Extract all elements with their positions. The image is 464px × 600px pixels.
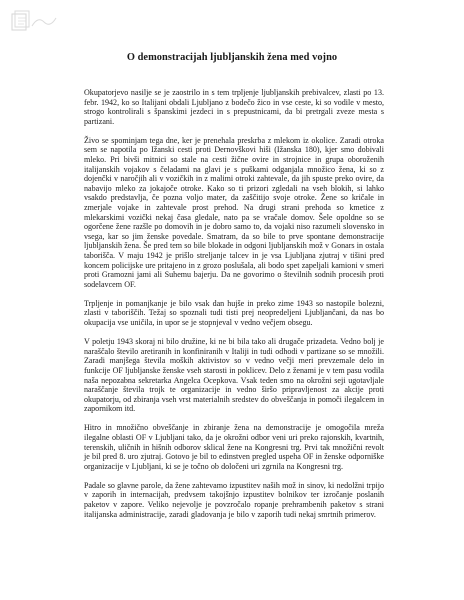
document-title: O demonstracijah ljubljanskih žena med vojno <box>126 52 338 63</box>
paragraph-4: V poletju 1943 skoraj ni bilo družine, ki ne bi bila tako ali drugače prizadeta. Vedno bolj je naraščalo število aretiranih in konfiniranih v Italiji in tudi odhodi v partizane so se množili. Zaradi manjšega števila moških aktivistov so v vedno večji meri prevzemale delo in funkcije OF ljubljanske ženske vseh starosti in poklicev. Delo z ženami je v tem pasu vodila naša nepozabna sekretarka Angelca Ocepkova. Vsak teden smo na okrožni seji ugotavljale naraščanje števila trojk te organizacije in vedno širšo pripravljenost za akcije proti okupatorju, od zbiranja vseh vrst materialnih sredstev do obveščanja in pomoči ilegalcem in zapornikom itd. <box>84 337 384 414</box>
paragraph-5: Hitro in množično obveščanje in zbiranje žena na demonstracije je omogočila mreža ilegalne oblasti OF v Ljubljani tako, da je okrožni odbor veni uri preko rajonskih, kvartnih, terenskih, uličnih in hišnih odborov sklical žene na Kongresni trg. Prvi tak množični revolt je bil pred 8. uro zjutraj. Gotovo je bil to edinstven pregled uspeha OF in ženske odporniške organizacije v Ljubljani, ki se je točno ob določeni uri zgrnila na Kongresni trg. <box>84 423 384 471</box>
paragraph-1: Okupatorjevo nasilje se je zaostrilo in s tem trpljenje ljubljanskih prebivalcev, zlasti po 13. febr. 1942, ko so Italijani obdali Ljubljano z bodečo žico in vse ceste, ki so vodile v mesto, strogo kontrolirali s španskimi jezdeci in s prepustnicami, da bi pretrgali zveze mesta s partizani. <box>84 88 384 126</box>
paragraph-6: Padale so glavne parole, da žene zahtevamo izpustitev naših mož in sinov, ki nedolžni trpijo v zaporih in internacijah, predvsem takojšnjo izpustitev bolnikov ter izročanje poslanih paketov v zapore. Veliko nejevolje je povzročalo ropanje prehrambenih paketov s strani italijanska administracije, zaradi gladovanja je bilo v zaporih tudi nekaj smrtnih primerov. <box>84 480 384 519</box>
paragraph-3: Trpljenje in pomanjkanje je bilo vsak dan hujše in preko zime 1943 so nastopile bolezni, zlasti v taboriščih. Težaj so spoznali tudi tisti prej neopredeljeni Ljubljančani, da nas bo okupacija vse uničila, in upor se je stopnjeval v vedno večjem obsegu. <box>84 298 384 328</box>
watermark-logo-icon <box>10 8 58 36</box>
document-body <box>84 88 384 529</box>
paragraph-2: Živo se spominjam tega dne, ker je prenehala preskrba z mlekom iz okolice. Zaradi otroka sem se napotila po Ižanski cesti proti Dernovškovi hiši (Ižanska 180), kjer smo dobivali mleko. Pri bivši mitnici so stale na cesti žične ovire in strojnice in grupa oboroženih italijanskih vojakov s čeladami na glavi je s puškami odganjala množico žena, ki so z dojenčki v naročjih ali v vozičkih in z malimi otroki zahtevale, da jih spuste preko ovire, da nabavijo mleko za jokajoče otroke. Kako so ti prizori zgledali na vseh blokih, si lahko vsakdo predstavlja, če pozna voljo mater, da zaščitijo svoje otroke. Žene so kričale in zmerjale vojake in zahtevale prost prehod. Na drugi strani prehoda so kmetice z mlekarskimi vozički nekaj časa gledale, nato pa se vračale domov. Šele opoldne so se ogorčene žene razšle po domovih in je dobro samo to, da vojaki niso razumeli slovensko in vsega, kar so jim ženske povedale. Smatram, da so bile to prve spontane demonstracije ljubljanskih žena. Še pred tem so bile blokade in odgoni ljubljanskih mož v Gonars in ostala taborišča. V maju 1942 je prišlo streljanje talcev in je vsa Ljubljana zjutraj v tišini pred koncem policijske ure pritajeno in z grozo poslušala, ali bodo spet zapeljali kamioni v smeri proti Gramozni jami ali Suhemu bajerju. Da ne govorimo o številnih sodnih procesih proti sodelavcem OF. <box>84 135 384 289</box>
